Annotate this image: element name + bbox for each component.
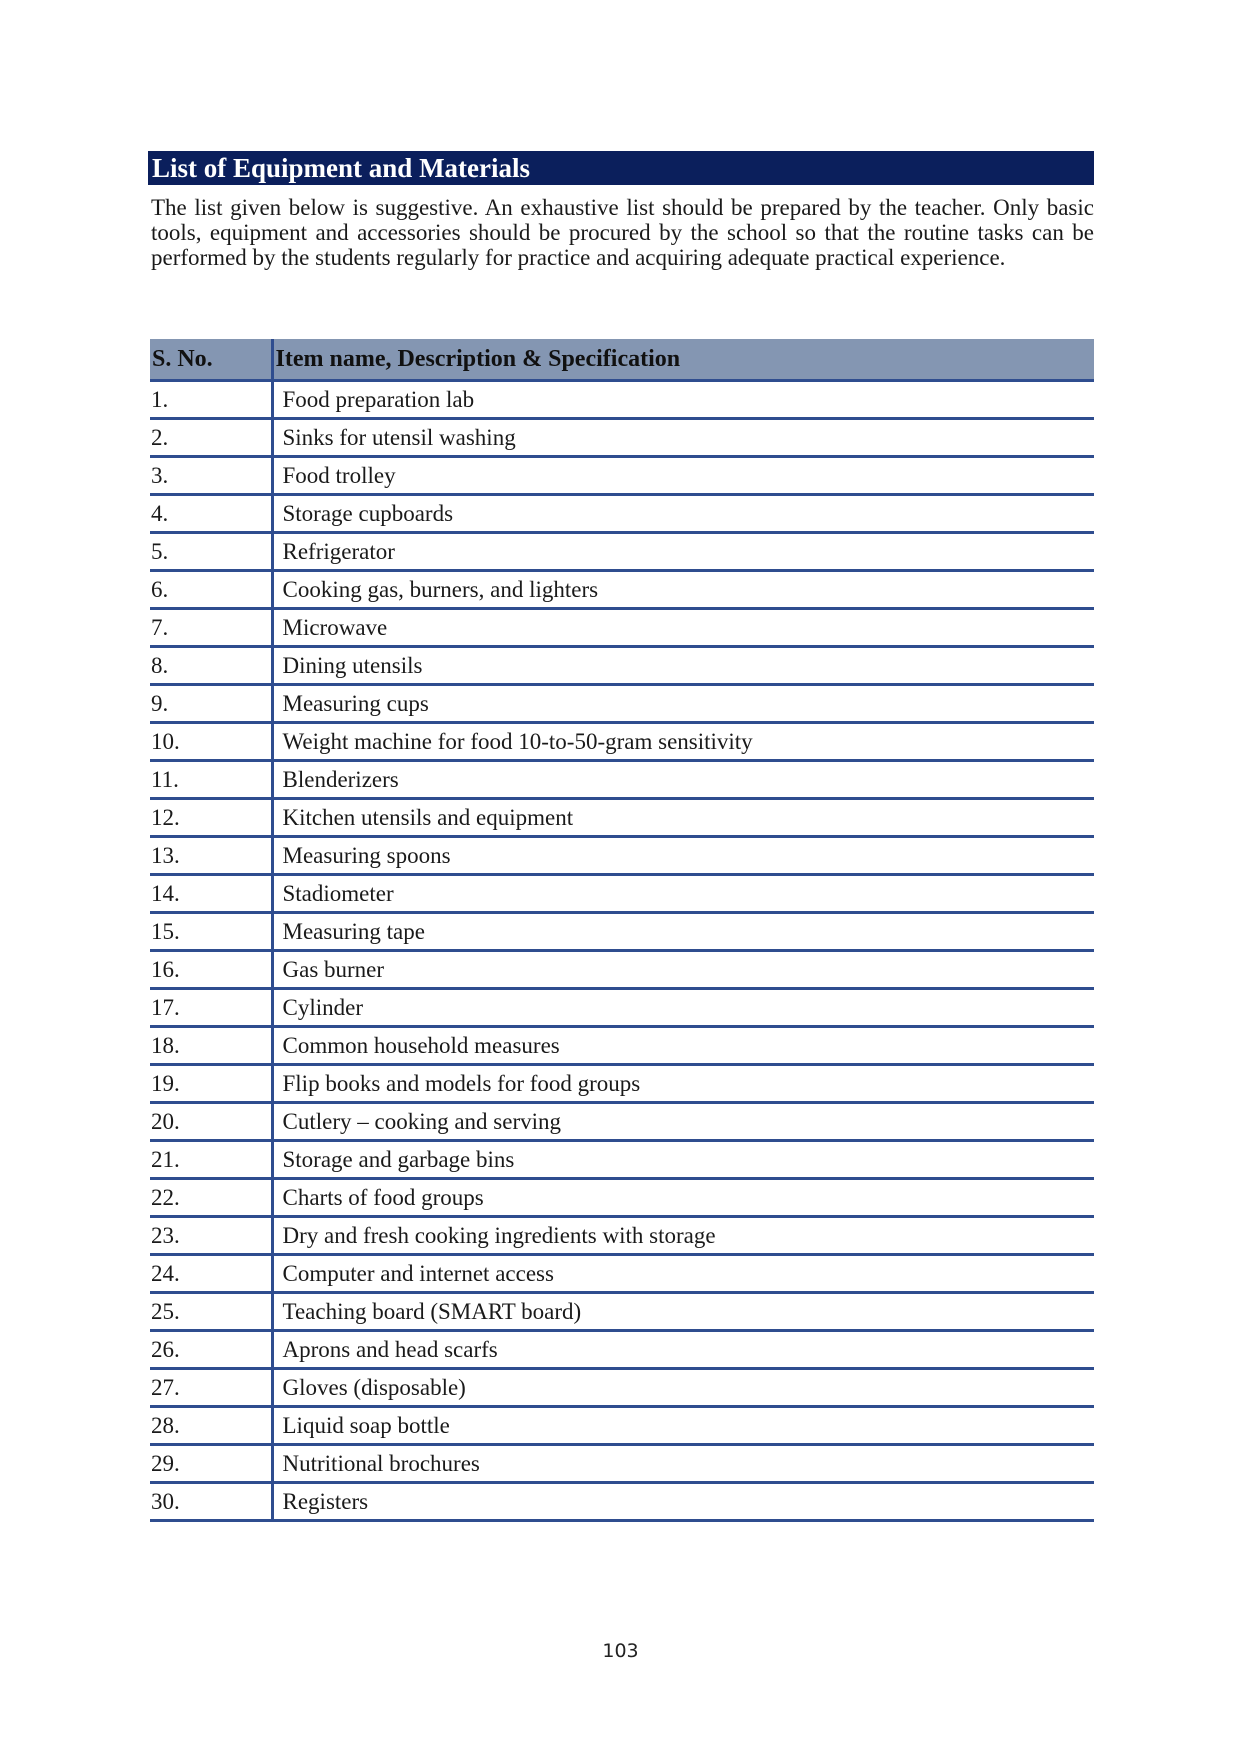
table-row bbox=[150, 1369, 1094, 1407]
serial-number-cell: 30. bbox=[150, 1483, 272, 1521]
serial-number-cell: 2. bbox=[150, 419, 272, 457]
serial-number-cell: 27. bbox=[150, 1369, 272, 1407]
item-name-cell: Food trolley bbox=[272, 457, 1094, 495]
serial-number-cell: 5. bbox=[150, 533, 272, 571]
page-number: 103 bbox=[602, 1640, 639, 1662]
item-name-cell: Sinks for utensil washing bbox=[272, 419, 1094, 457]
table-row bbox=[150, 875, 1094, 913]
table-row bbox=[150, 1217, 1094, 1255]
table-row bbox=[150, 1445, 1094, 1483]
item-name-cell: Cutlery – cooking and serving bbox=[272, 1103, 1094, 1141]
item-name-cell: Measuring tape bbox=[272, 913, 1094, 951]
serial-number-cell: 6. bbox=[150, 571, 272, 609]
table-row bbox=[150, 381, 1094, 419]
item-name-cell: Dry and fresh cooking ingredients with storage bbox=[272, 1217, 1094, 1255]
column-header-item: Item name, Description & Specification bbox=[272, 339, 1094, 381]
item-name-cell: Gas burner bbox=[272, 951, 1094, 989]
serial-number-cell: 13. bbox=[150, 837, 272, 875]
table-row bbox=[150, 1331, 1094, 1369]
serial-number-cell: 16. bbox=[150, 951, 272, 989]
item-name-cell: Kitchen utensils and equipment bbox=[272, 799, 1094, 837]
table-row bbox=[150, 495, 1094, 533]
table-row bbox=[150, 419, 1094, 457]
table-row bbox=[150, 1407, 1094, 1445]
serial-number-cell: 28. bbox=[150, 1407, 272, 1445]
table-row bbox=[150, 913, 1094, 951]
serial-number-cell: 21. bbox=[150, 1141, 272, 1179]
item-name-cell: Dining utensils bbox=[272, 647, 1094, 685]
item-name-cell: Storage and garbage bins bbox=[272, 1141, 1094, 1179]
item-name-cell: Measuring cups bbox=[272, 685, 1094, 723]
table-row bbox=[150, 1255, 1094, 1293]
section-title: List of Equipment and Materials bbox=[148, 151, 1094, 185]
table-row bbox=[150, 571, 1094, 609]
item-name-cell: Flip books and models for food groups bbox=[272, 1065, 1094, 1103]
table-row bbox=[150, 951, 1094, 989]
table-header-row bbox=[150, 339, 1094, 381]
table-row bbox=[150, 1103, 1094, 1141]
item-name-cell: Cylinder bbox=[272, 989, 1094, 1027]
item-name-cell: Aprons and head scarfs bbox=[272, 1331, 1094, 1369]
table-row bbox=[150, 1065, 1094, 1103]
item-name-cell: Cooking gas, burners, and lighters bbox=[272, 571, 1094, 609]
table-row bbox=[150, 1027, 1094, 1065]
item-name-cell: Gloves (disposable) bbox=[272, 1369, 1094, 1407]
item-name-cell: Stadiometer bbox=[272, 875, 1094, 913]
serial-number-cell: 26. bbox=[150, 1331, 272, 1369]
item-name-cell: Common household measures bbox=[272, 1027, 1094, 1065]
serial-number-cell: 23. bbox=[150, 1217, 272, 1255]
serial-number-cell: 15. bbox=[150, 913, 272, 951]
serial-number-cell: 17. bbox=[150, 989, 272, 1027]
serial-number-cell: 10. bbox=[150, 723, 272, 761]
item-name-cell: Microwave bbox=[272, 609, 1094, 647]
table-row bbox=[150, 837, 1094, 875]
serial-number-cell: 29. bbox=[150, 1445, 272, 1483]
serial-number-cell: 25. bbox=[150, 1293, 272, 1331]
table-row bbox=[150, 457, 1094, 495]
item-name-cell: Charts of food groups bbox=[272, 1179, 1094, 1217]
item-name-cell: Measuring spoons bbox=[272, 837, 1094, 875]
item-name-cell: Computer and internet access bbox=[272, 1255, 1094, 1293]
serial-number-cell: 24. bbox=[150, 1255, 272, 1293]
intro-paragraph: The list given below is suggestive. An exhaustive list should be prepared by the teacher. Only basic tools, equipment and accessories should be procured by the school so that the routine tasks can be performed by the students regularly for practice and acquiring adequate practical experience. bbox=[151, 195, 1094, 270]
item-name-cell: Registers bbox=[272, 1483, 1094, 1521]
column-header-sno: S. No. bbox=[150, 339, 272, 381]
serial-number-cell: 22. bbox=[150, 1179, 272, 1217]
serial-number-cell: 3. bbox=[150, 457, 272, 495]
serial-number-cell: 12. bbox=[150, 799, 272, 837]
serial-number-cell: 11. bbox=[150, 761, 272, 799]
serial-number-cell: 7. bbox=[150, 609, 272, 647]
item-name-cell: Storage cupboards bbox=[272, 495, 1094, 533]
item-name-cell: Blenderizers bbox=[272, 761, 1094, 799]
serial-number-cell: 9. bbox=[150, 685, 272, 723]
table-row bbox=[150, 533, 1094, 571]
table-row bbox=[150, 1293, 1094, 1331]
table-row bbox=[150, 723, 1094, 761]
table-row bbox=[150, 647, 1094, 685]
serial-number-cell: 19. bbox=[150, 1065, 272, 1103]
table-header bbox=[150, 339, 1094, 381]
item-name-cell: Weight machine for food 10-to-50-gram sensitivity bbox=[272, 723, 1094, 761]
item-name-cell: Food preparation lab bbox=[272, 381, 1094, 419]
table-row bbox=[150, 685, 1094, 723]
serial-number-cell: 18. bbox=[150, 1027, 272, 1065]
serial-number-cell: 1. bbox=[150, 381, 272, 419]
equipment-table bbox=[150, 339, 1094, 1522]
serial-number-cell: 14. bbox=[150, 875, 272, 913]
table-row bbox=[150, 1483, 1094, 1521]
serial-number-cell: 20. bbox=[150, 1103, 272, 1141]
item-name-cell: Refrigerator bbox=[272, 533, 1094, 571]
table-row bbox=[150, 761, 1094, 799]
serial-number-cell: 8. bbox=[150, 647, 272, 685]
table-row bbox=[150, 989, 1094, 1027]
item-name-cell: Teaching board (SMART board) bbox=[272, 1293, 1094, 1331]
serial-number-cell: 4. bbox=[150, 495, 272, 533]
table-row bbox=[150, 1141, 1094, 1179]
table-body bbox=[150, 381, 1094, 1521]
table-row bbox=[150, 609, 1094, 647]
item-name-cell: Nutritional brochures bbox=[272, 1445, 1094, 1483]
table-row bbox=[150, 799, 1094, 837]
item-name-cell: Liquid soap bottle bbox=[272, 1407, 1094, 1445]
table-row bbox=[150, 1179, 1094, 1217]
